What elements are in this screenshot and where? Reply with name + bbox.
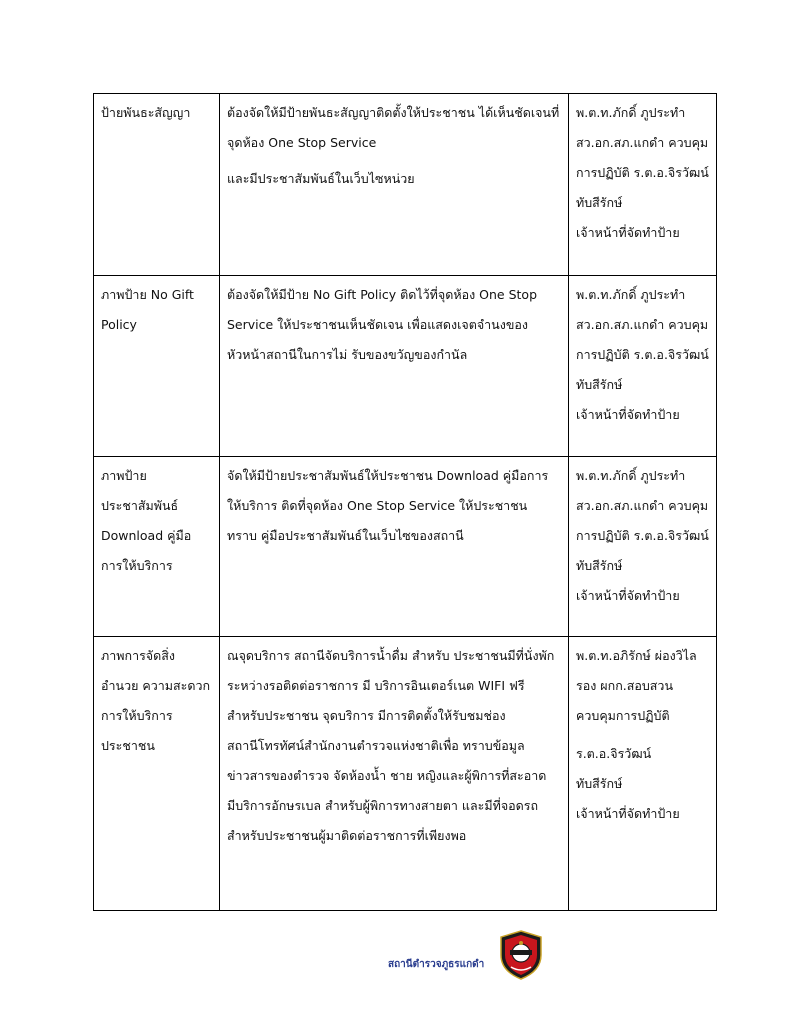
responsible-line: การปฏิบัติ ร.ต.อ.จิรวัฒน์ [576, 165, 709, 180]
responsible-line: การปฏิบัติ ร.ต.อ.จิรวัฒน์ [576, 528, 709, 543]
topic-line: อำนวย ความสะดวก [101, 678, 211, 693]
responsible-line: การปฏิบัติ ร.ต.อ.จิรวัฒน์ [576, 347, 709, 362]
table-row [94, 637, 717, 911]
detail-cell [220, 457, 569, 637]
topic-line: ภาพการจัดสิ่ง [101, 648, 175, 663]
detail-line: ต้องจัดให้มีป้ายพันธะสัญญาติดตั้งให้ประชาชน ได้เห็นชัดเจนที่ [227, 105, 560, 120]
responsible-cell [569, 457, 717, 637]
topic-cell [94, 94, 220, 276]
responsible-line: ทับสีรักษ์ [576, 776, 623, 791]
detail-line: ให้บริการ ติดที่จุดห้อง One Stop Service ให้ประชาชน [227, 498, 528, 513]
detail-line: สำหรับประชาชนผู้มาติดต่อราชการที่เพียงพอ [227, 828, 467, 843]
topic-line: Policy [101, 317, 137, 332]
responsible-line: สว.อก.สภ.แกดำ ควบคุม [576, 317, 709, 332]
detail-line: ณจุดบริการ สถานีจัดบริการน้ำดื่ม สำหรับ ประชาชนมีที่นั่งพัก [227, 648, 555, 663]
responsible-line: สว.อก.สภ.แกดำ ควบคุม [576, 498, 709, 513]
responsible-line: พ.ต.ท.ภักดิ์ ภูประทำ [576, 287, 686, 302]
responsible-line: เจ้าหน้าที่จัดทำป้าย [576, 588, 680, 603]
responsible-line: สว.อก.สภ.แกดำ ควบคุม [576, 135, 709, 150]
detail-line: ต้องจัดให้มีป้าย No Gift Policy ติดไว้ที่จุดห้อง One Stop [227, 287, 538, 302]
topic-line: การให้บริการ [101, 558, 173, 573]
table-row [94, 94, 717, 276]
topic-line: ประชาสัมพันธ์ [101, 498, 179, 513]
responsible-line: ร.ต.อ.จิรวัฒน์ [576, 746, 652, 761]
detail-cell [220, 94, 569, 276]
responsible-line: ควบคุมการปฏิบัติ [576, 708, 670, 723]
responsible-cell [569, 276, 717, 457]
responsible-line: เจ้าหน้าที่จัดทำป้าย [576, 806, 680, 821]
topic-line: ป้ายพันธะสัญญา [101, 105, 191, 120]
detail-line: Service ให้ประชาชนเห็นชัดเจน เพื่อแสดงเจตจำนงของ [227, 317, 528, 332]
detail-line: ทราบ คู่มือประชาสัมพันธ์ในเว็บไซของสถานี [227, 528, 464, 543]
page-footer [0, 925, 791, 985]
responsible-line: พ.ต.ท.อภิรักษ์ ผ่องวิไล [576, 648, 697, 663]
responsible-cell [569, 94, 717, 276]
responsible-cell [569, 637, 717, 911]
responsibility-table [93, 93, 717, 911]
detail-line: สำหรับประชาชน จุดบริการ มีการติดตั้งให้รับชมช่อง [227, 708, 506, 723]
detail-line: จัดให้มีป้ายประชาสัมพันธ์ให้ประชาชน Download คู่มือการ [227, 468, 549, 483]
station-name: สถานีตำรวจภูธรแกดำ [388, 959, 485, 970]
topic-line: ภาพป้าย [101, 468, 147, 483]
detail-line: สถานีโทรทัศน์สำนักงานตำรวจแห่งชาติเพื่อ ทราบข้อมูล [227, 738, 525, 753]
topic-cell [94, 457, 220, 637]
topic-cell [94, 637, 220, 911]
detail-cell [220, 276, 569, 457]
topic-line: การให้บริการ [101, 708, 173, 723]
topic-cell [94, 276, 220, 457]
responsible-line: ทับสีรักษ์ [576, 377, 623, 392]
detail-line: ข่าวสารของตำรวจ จัดห้องน้ำ ชาย หญิงและผู้พิการที่สะอาด [227, 768, 547, 783]
responsible-line: เจ้าหน้าที่จัดทำป้าย [576, 225, 680, 240]
topic-line: ภาพป้าย No Gift [101, 287, 194, 302]
responsible-line: รอง ผกก.สอบสวน [576, 678, 673, 693]
detail-line: ระหว่างรอติดต่อราชการ มี บริการอินเตอร์เนต WIFI ฟรี [227, 678, 525, 693]
detail-line: จุดห้อง One Stop Service [227, 135, 377, 150]
responsible-line: ทับสีรักษ์ [576, 558, 623, 573]
topic-line: ประชาชน [101, 738, 155, 753]
detail-line: และมีประชาสัมพันธ์ในเว็บไซหน่วย [227, 171, 415, 186]
police-emblem-icon [497, 929, 545, 981]
table-row [94, 276, 717, 457]
responsible-line: ทับสีรักษ์ [576, 195, 623, 210]
detail-line: หัวหน้าสถานีในการไม่ รับของขวัญของกำนัล [227, 347, 468, 362]
responsible-line: พ.ต.ท.ภักดิ์ ภูประทำ [576, 105, 686, 120]
table-row [94, 457, 717, 637]
detail-line: มีบริการอักษรเบล สำหรับผู้พิการทางสายตา และมีที่จอดรถ [227, 798, 539, 813]
topic-line: Download คู่มือ [101, 528, 192, 543]
detail-cell [220, 637, 569, 911]
responsible-line: พ.ต.ท.ภักดิ์ ภูประทำ [576, 468, 686, 483]
responsible-line: เจ้าหน้าที่จัดทำป้าย [576, 407, 680, 422]
